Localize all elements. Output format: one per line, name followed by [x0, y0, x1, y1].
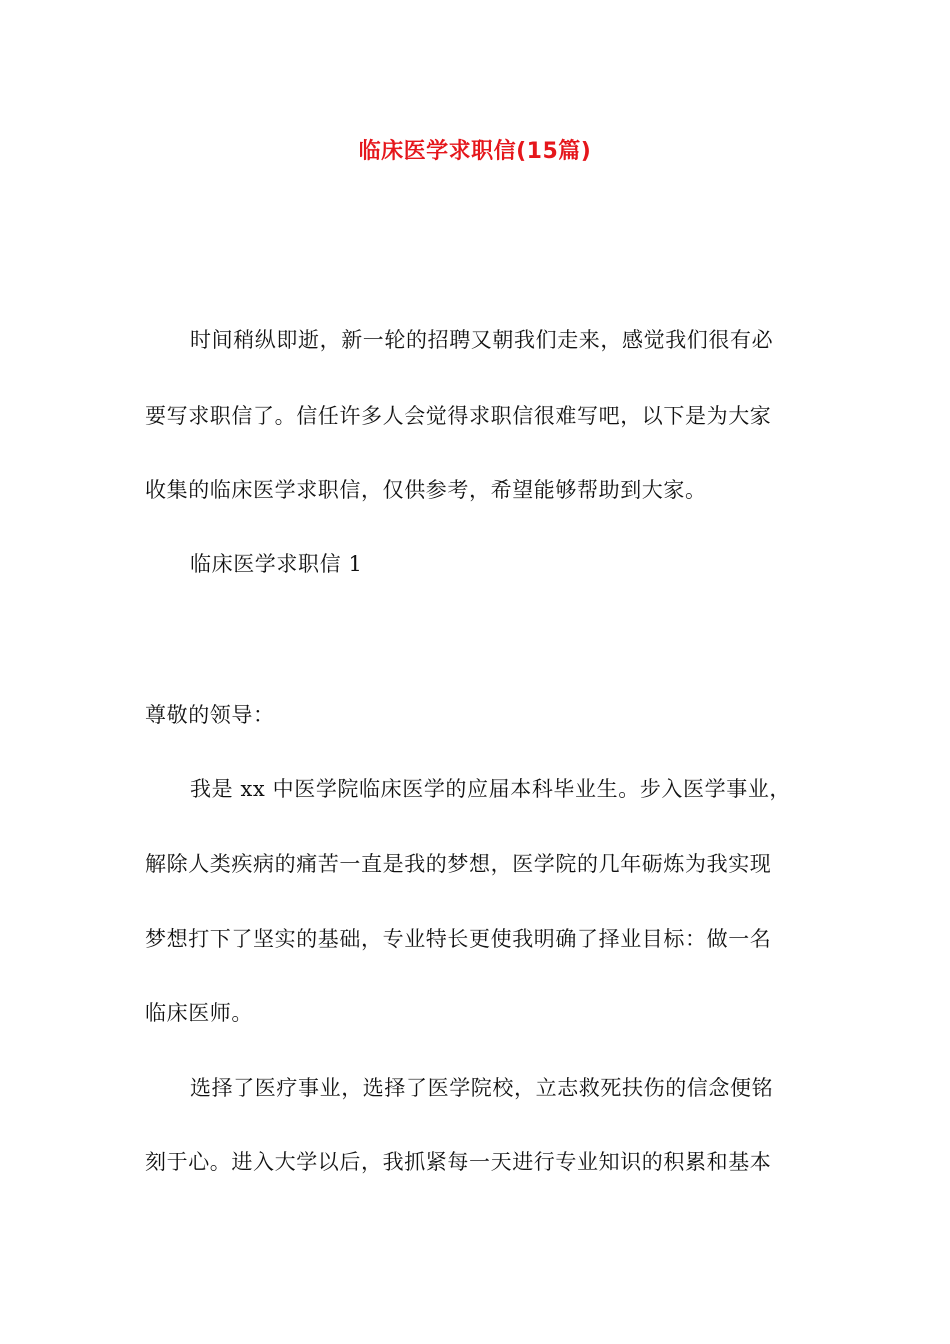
document-title: 临床医学求职信(15篇) [358, 139, 592, 164]
intro-line-1: 时间稍纵即逝，新一轮的招聘又朝我们走来，感觉我们很有必 [190, 328, 774, 352]
paragraph-1-line-4: 临床医师。 [145, 1001, 253, 1025]
intro-line-3: 收集的临床医学求职信，仅供参考，希望能够帮助到大家。 [145, 478, 707, 502]
paragraph-1-line-1: 我是 xx 中医学院临床医学的应届本科毕业生。步入医学事业， [190, 777, 792, 801]
salutation: 尊敬的领导： [145, 703, 275, 727]
paragraph-1-line-3: 梦想打下了坚实的基础，专业特长更使我明确了择业目标：做一名 [145, 927, 772, 951]
paragraph-2-line-2: 刻于心。进入大学以后，我抓紧每一天进行专业知识的积累和基本 [145, 1150, 772, 1174]
intro-line-2: 要写求职信了。信任许多人会觉得求职信很难写吧，以下是为大家 [145, 404, 772, 428]
paragraph-2-line-1: 选择了医疗事业，选择了医学院校，立志救死扶伤的信念便铭 [190, 1076, 774, 1100]
section-heading: 临床医学求职信 1 [190, 552, 363, 576]
paragraph-1-line-2: 解除人类疾病的痛苦一直是我的梦想，医学院的几年砺炼为我实现 [145, 852, 772, 876]
